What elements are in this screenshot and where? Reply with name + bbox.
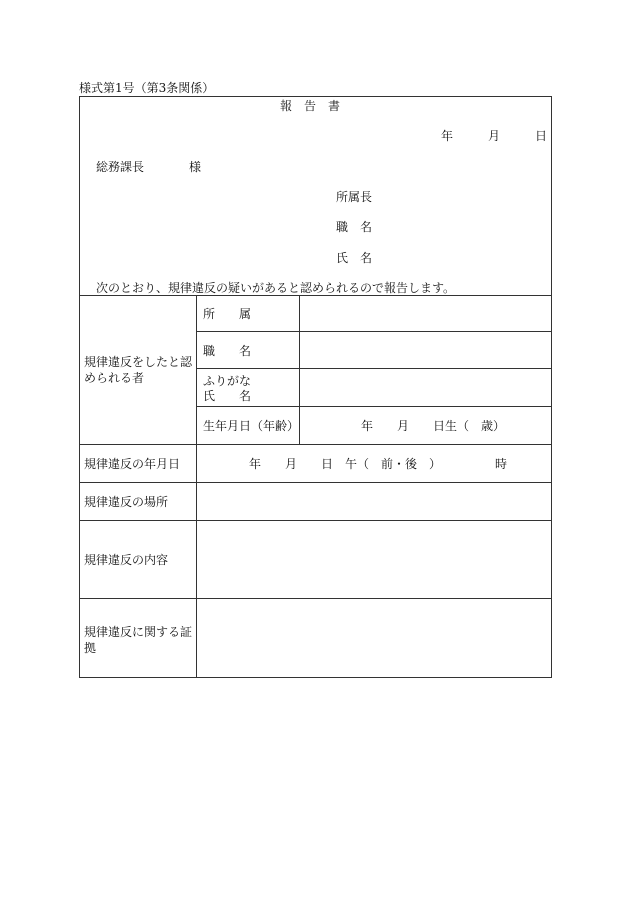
form-number: 様式第1号（第3条関係） xyxy=(79,81,215,95)
violator-position-label: 職 名 xyxy=(203,344,252,358)
table-top-rule xyxy=(79,295,552,296)
content-heading: 規律違反の内容 xyxy=(84,553,169,567)
date-day-label: 日 xyxy=(535,129,548,143)
datetime-heading: 規律違反の年月日 xyxy=(84,457,181,471)
datetime-value: 年 月 日 午（ 前・後 ） 時 xyxy=(249,457,508,471)
form-frame xyxy=(79,96,552,678)
column-rule-heading xyxy=(196,295,197,678)
violator-birth-label: 生年月日（年齢） xyxy=(203,419,300,433)
row-rule-violator-end xyxy=(79,444,552,445)
violator-heading: 規律違反をしたと認められる者 xyxy=(84,355,193,385)
row-rule-place-end xyxy=(79,520,552,521)
evidence-heading: 規律違反に関する証拠 xyxy=(84,625,193,655)
row-rule-datetime-end xyxy=(79,482,552,483)
violator-furigana-label: ふりがな xyxy=(203,374,252,388)
place-heading: 規律違反の場所 xyxy=(84,495,169,509)
reporter-affiliation-label: 所属長 xyxy=(336,190,373,204)
reporter-position-label: 職 名 xyxy=(336,220,373,234)
violator-birth-value: 年 月 日生（ 歳） xyxy=(361,419,506,433)
row-rule-name xyxy=(196,406,552,407)
report-statement: 次のとおり、規律違反の疑いがあると認められるので報告します。 xyxy=(96,281,456,295)
row-rule-position xyxy=(196,368,552,369)
row-rule-affiliation xyxy=(196,331,552,332)
column-rule-sublabel xyxy=(299,295,300,444)
addressee-name: 総務課長 xyxy=(96,160,145,174)
date-year-label: 年 xyxy=(441,129,454,143)
addressee-honorific: 様 xyxy=(189,160,202,174)
violator-affiliation-label: 所 属 xyxy=(203,307,252,321)
date-month-label: 月 xyxy=(488,129,501,143)
document-title: 報 告 書 xyxy=(280,99,341,113)
violator-name-label: 氏 名 xyxy=(203,389,252,403)
row-rule-content-end xyxy=(79,598,552,599)
reporter-name-label: 氏 名 xyxy=(336,251,373,265)
